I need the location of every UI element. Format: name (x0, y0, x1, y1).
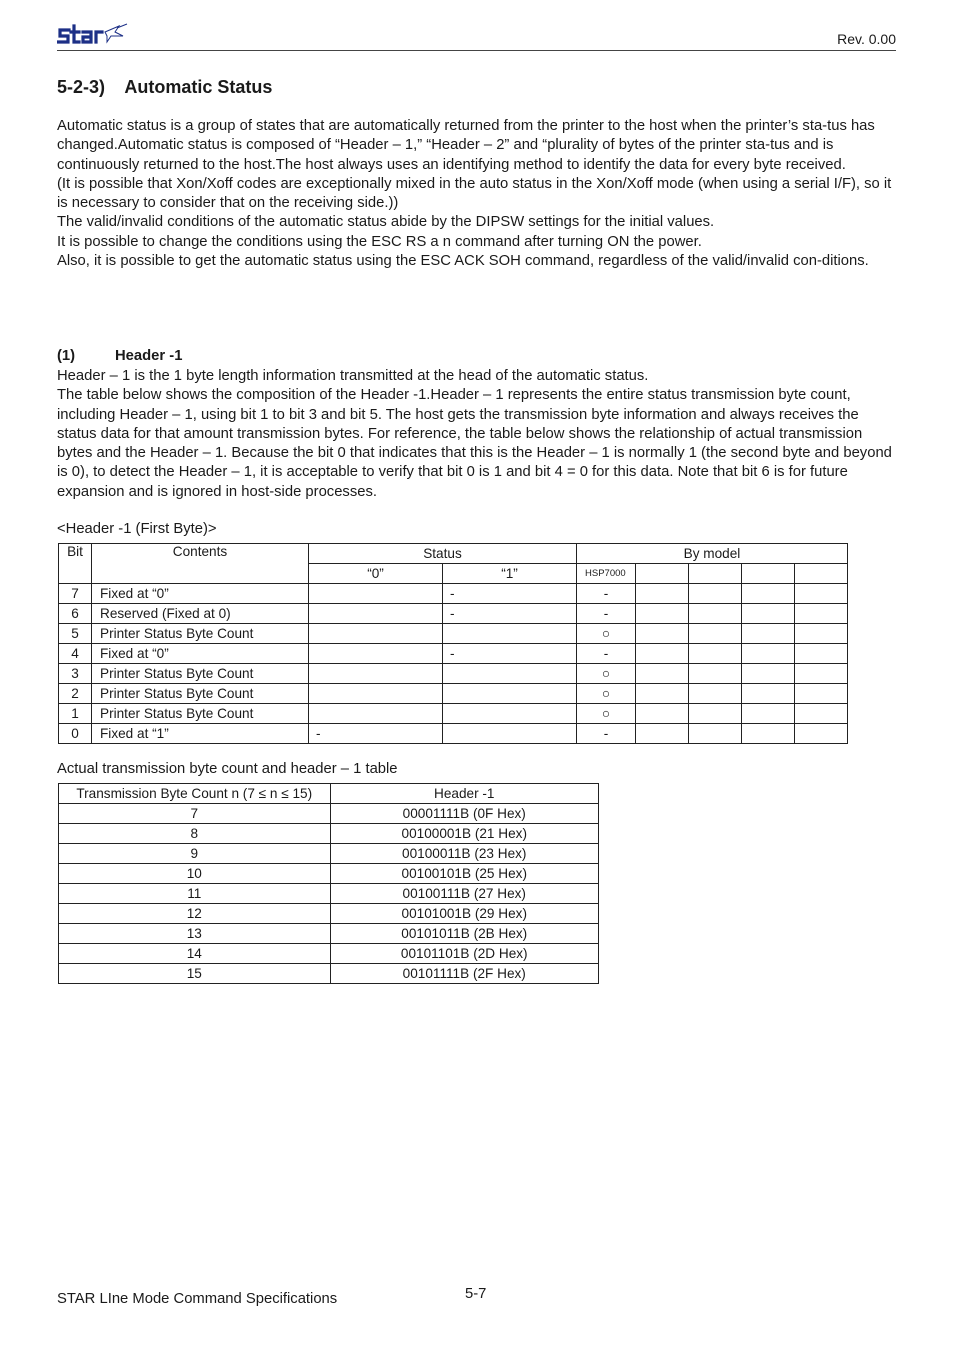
header1-value-cell: 00100001B (21 Hex) (330, 824, 599, 844)
header-by-model: By model (577, 544, 848, 564)
header-status: Status (309, 544, 577, 564)
table-row (59, 724, 848, 744)
header-header1: Header -1 (330, 784, 599, 804)
header1-value-cell: 00101101B (2D Hex) (330, 944, 599, 964)
paragraph: (It is possible that Xon/Xoff codes are exceptionally mixed in the auto status in the Xon/Xoff mode (when using a serial I/F), so it is necessary to consider that on the receiving side.)) (57, 175, 892, 212)
table-row (59, 944, 599, 964)
bit-cell: 6 (59, 604, 92, 624)
paragraph: The valid/invalid conditions of the automatic status abide by the DIPSW settings for the initial values. (57, 214, 715, 231)
status1-cell (443, 664, 577, 684)
byte-count-cell: 9 (59, 844, 331, 864)
contents-cell: Printer Status Byte Count (92, 704, 309, 724)
subsection-number: (1) (57, 348, 76, 364)
bit-cell: 3 (59, 664, 92, 684)
byte-count-cell: 14 (59, 944, 331, 964)
status0-cell (309, 604, 443, 624)
contents-cell: Printer Status Byte Count (92, 684, 309, 704)
status1-cell: - (443, 584, 577, 604)
footer-title: STAR LIne Mode Command Specifications (57, 1291, 338, 1307)
subsection-body (57, 367, 899, 502)
header1-value-cell: 00101011B (2B Hex) (330, 924, 599, 944)
model-cell: - (577, 584, 636, 604)
status1-cell: - (443, 604, 577, 624)
page-number: 5-7 (465, 1286, 487, 1302)
contents-cell: Fixed at “0” (92, 584, 309, 604)
status0-cell (309, 624, 443, 644)
model-cell: ○ (577, 684, 636, 704)
header1-value-cell: 00100101B (25 Hex) (330, 864, 599, 884)
subsection-title: Header -1 (115, 348, 183, 364)
section-body (57, 117, 899, 271)
header-model-hsp7000: HSP7000 (577, 564, 636, 584)
header-status-1: “1” (443, 564, 577, 584)
table2-caption: Actual transmission byte count and header – 1 table (57, 761, 398, 777)
model-cell: - (577, 724, 636, 744)
status0-cell (309, 644, 443, 664)
paragraph: Header – 1 is the 1 byte length information transmitted at the head of the automatic status. (57, 368, 649, 384)
paragraph: Automatic status is a group of states that are automatically returned from the printer to the host when the printer’s sta-tus has changed.Automatic status is composed of “Header – 1,” “Header – 2” and “plurality of bytes of the printer sta-tus and is continuously returned to the host.The host always uses an identifying method to identify the data for every byte received. (57, 118, 875, 173)
table-row (59, 704, 848, 724)
table-row (59, 884, 599, 904)
bit-cell: 7 (59, 584, 92, 604)
contents-cell: Fixed at “1” (92, 724, 309, 744)
table-row (59, 624, 848, 644)
bit-cell: 5 (59, 624, 92, 644)
table-row (59, 904, 599, 924)
byte-count-cell: 8 (59, 824, 331, 844)
status1-cell: - (443, 644, 577, 664)
model-cell: ○ (577, 704, 636, 724)
contents-cell: Fixed at “0” (92, 644, 309, 664)
contents-cell: Reserved (Fixed at 0) (92, 604, 309, 624)
header1-value-cell: 00100111B (27 Hex) (330, 884, 599, 904)
paragraph: It is possible to change the conditions using the ESC RS a n command after turning ON the power. (57, 233, 702, 250)
table-row (59, 644, 848, 664)
contents-cell: Printer Status Byte Count (92, 624, 309, 644)
header1-value-cell: 00100011B (23 Hex) (330, 844, 599, 864)
status0-cell (309, 704, 443, 724)
header1-value-cell: 00101001B (29 Hex) (330, 904, 599, 924)
table-row (59, 924, 599, 944)
header-contents: Contents (92, 544, 309, 584)
table-row (59, 584, 848, 604)
byte-count-cell: 15 (59, 964, 331, 984)
model-cell: ○ (577, 664, 636, 684)
header-byte-count: Transmission Byte Count n (7 ≤ n ≤ 15) (59, 784, 331, 804)
status0-cell: - (309, 724, 443, 744)
header-bit: Bit (59, 544, 92, 584)
bit-cell: 0 (59, 724, 92, 744)
paragraph: Also, it is possible to get the automatic status using the ESC ACK SOH command, regardless of the valid/invalid con-ditions. (57, 253, 869, 270)
header-rule (57, 50, 896, 51)
table-row (59, 824, 599, 844)
byte-count-cell: 11 (59, 884, 331, 904)
byte-count-cell: 10 (59, 864, 331, 884)
table-row (59, 864, 599, 884)
table-row (59, 604, 848, 624)
revision-label: Rev. 0.00 (837, 31, 896, 47)
subsection-heading (57, 348, 182, 364)
byte-count-cell: 13 (59, 924, 331, 944)
byte-count-table (58, 783, 599, 984)
header1-value-cell: 00101111B (2F Hex) (330, 964, 599, 984)
header-status-0: “0” (309, 564, 443, 584)
table-row (59, 664, 848, 684)
byte-count-cell: 12 (59, 904, 331, 924)
status0-cell (309, 584, 443, 604)
model-cell: - (577, 644, 636, 664)
table-row (59, 844, 599, 864)
paragraph: The table below shows the composition of the Header -1.Header – 1 represents the entire status transmission byte count, including Header – 1, using bit 1 to bit 3 and bit 5. The host gets the transmission byte information and always receives the status data for that amount transmission bytes. For reference, the table below shows the relationship of actual transmission bytes and the Header – 1. Because the bit 0 that indicates that this is the Header – 1 is normally 1 (the second byte and beyond is 0), to detect the Header – 1, it is acceptable to verify that bit 0 is 1 and bit 4 = 0 for this data. Note that bit 6 is for future expansion and is ignored in host-side processes. (57, 387, 892, 500)
model-cell: - (577, 604, 636, 624)
section-title: 5-2-3) Automatic Status (57, 77, 273, 97)
header1-value-cell: 00001111B (0F Hex) (330, 804, 599, 824)
bit-cell: 2 (59, 684, 92, 704)
bit-cell: 4 (59, 644, 92, 664)
star-logo (57, 22, 157, 50)
contents-cell: Printer Status Byte Count (92, 664, 309, 684)
table-row (59, 964, 599, 984)
status0-cell (309, 684, 443, 704)
byte-count-cell: 7 (59, 804, 331, 824)
status0-cell (309, 664, 443, 684)
table-row (59, 684, 848, 704)
status1-cell (443, 724, 577, 744)
table-row (59, 804, 599, 824)
status1-cell (443, 624, 577, 644)
status1-cell (443, 684, 577, 704)
table1-caption: <Header -1 (First Byte)> (57, 521, 217, 537)
bit-cell: 1 (59, 704, 92, 724)
header1-table (58, 543, 848, 744)
status1-cell (443, 704, 577, 724)
model-cell: ○ (577, 624, 636, 644)
